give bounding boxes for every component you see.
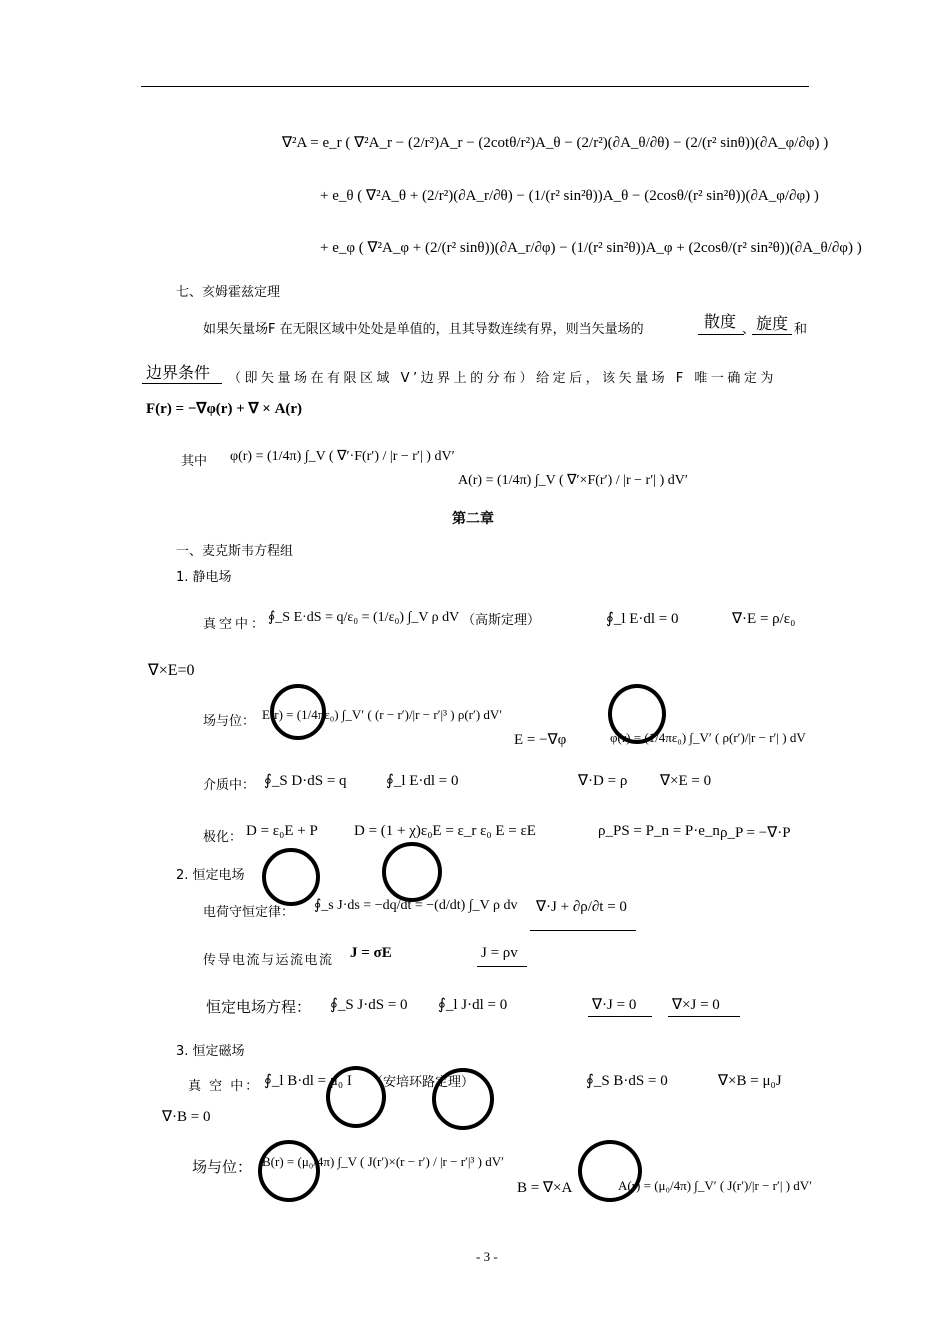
charge-conservation-label: 电荷守恒定律： xyxy=(203,905,295,920)
polarization-label: 极化： xyxy=(203,830,243,845)
laplacian-line-2: + e_θ ( ∇²A_θ + (2/r²)(∂A_r/∂θ) − (1/(r² sin²θ))A_θ − (2cosθ/(r² sin²θ))(∂A_φ/∂φ) ) xyxy=(320,188,819,204)
medium-label: 介质中： xyxy=(203,778,256,793)
div-formula: ∇·E = ρ/ε₀ xyxy=(732,611,796,627)
field-potential-label: 场与位： xyxy=(203,714,256,729)
b-curl-formula: ∇×B = μ₀J xyxy=(718,1073,782,1089)
polarization-formula-3: ρ_PS = P_n = P·e_n xyxy=(598,823,720,839)
laplacian-line-3: + e_φ ( ∇²A_φ + (2/(r² sinθ))(∂A_r/∂φ) − (1/(r² sin²θ))A_φ + (2cosθ/(r² sin²θ))(∂A_θ/∂φ) ) xyxy=(320,240,862,256)
steady-formula-3: ∇·J = 0 xyxy=(592,997,637,1013)
medium-loop-formula: ∮_l E·dl = 0 xyxy=(386,773,459,789)
divergence-underline xyxy=(698,334,744,335)
hand-circle-3 xyxy=(262,848,320,906)
where-label: 其中 xyxy=(181,454,208,469)
hand-circle-1 xyxy=(270,684,326,740)
hand-circle-5 xyxy=(326,1066,386,1128)
ampere-name: （安培环路定理） xyxy=(370,1075,475,1090)
mag-field-potential-label: 场与位： xyxy=(192,1158,253,1176)
mag-vacuum-label: 真 空 中： xyxy=(188,1079,261,1094)
medium-div-formula: ∇·D = ρ xyxy=(578,773,628,789)
medium-d-formula: ∮_S D·dS = q xyxy=(264,773,347,789)
subsection-electrostatic: 1. 静电场 xyxy=(176,570,232,585)
helmholtz-heading: 七、亥姆霍兹定理 xyxy=(176,285,281,300)
hand-circle-8 xyxy=(578,1140,642,1202)
steady-formula-4-underline xyxy=(668,1016,740,1017)
b-flux-formula: ∮_S B·dS = 0 xyxy=(586,1073,668,1089)
steady-formula-2: ∮_l J·dl = 0 xyxy=(438,997,508,1013)
biot-savart-formula: B(r) = (μ₀/4π) ∫_V ( J(r′)×(r − r′) / |r − r′|³ ) dV′ xyxy=(262,1154,504,1169)
steady-formula-1: ∮_S J·dS = 0 xyxy=(330,997,408,1013)
conduction-label: 传导电流与运流电流 xyxy=(203,953,334,968)
section-maxwell-heading: 一、麦克斯韦方程组 xyxy=(176,544,294,559)
helmholtz-formula: F(r) = −∇φ(r) + ∇ × A(r) xyxy=(146,401,303,417)
gauss-formula: ∮_S E·dS = q/ε₀ = (1/ε₀) ∫_V ρ dV xyxy=(268,610,460,625)
boundary-underline xyxy=(142,383,222,384)
hand-circle-2 xyxy=(608,684,666,744)
b-div-formula: ∇·B = 0 xyxy=(162,1109,211,1125)
helmholtz-paragraph-line-1: 如果矢量场F 在无限区域中处处是单值的，且其导数连续有界，则当矢量场的 xyxy=(203,322,644,337)
convection-underline xyxy=(477,966,527,967)
gauss-name: （高斯定理） xyxy=(462,613,541,628)
ampere-formula: ∮_l B·dl = μ₀ I xyxy=(264,1073,352,1089)
b-curl-a-formula: B = ∇×A xyxy=(517,1180,573,1196)
page-number: - 3 - xyxy=(476,1249,498,1264)
loop-formula: ∮_l E·dl = 0 xyxy=(606,611,679,627)
phi-formula: φ(r) = (1/4πε₀) ∫_V′ ( ρ(r′)/|r − r′| ) dV xyxy=(610,730,806,745)
subsection-steady-current: 2. 恒定电场 xyxy=(176,868,245,883)
continuity-formula: ∇·J + ∂ρ/∂t = 0 xyxy=(536,899,627,915)
laplacian-line-1: ∇²A = e_r ( ∇²A_r − (2/r²)A_r − (2cotθ/r²)A_θ − (2/r²)(∂A_θ/∂θ) − (2/(r² sinθ))(∂A_φ/∂φ) ) xyxy=(282,135,829,151)
helmholtz-a-formula: A(r) = (1/4π) ∫_V ( ∇′×F(r′) / |r − r′| ) dV′ xyxy=(458,473,688,488)
hand-divergence: 散度 xyxy=(704,312,737,331)
hand-circle-6 xyxy=(432,1068,494,1130)
charge-formula: ∮_s J·ds = −dq/dt = −(d/dt) ∫_V ρ dv xyxy=(314,898,518,913)
medium-curl-formula: ∇×E = 0 xyxy=(660,773,712,789)
conduction-formula: J = σE xyxy=(350,945,392,961)
steady-formula-3-underline xyxy=(588,1016,652,1017)
polarization-formula-2: D = (1 + χ)ε₀E = ε_r ε₀ E = εE xyxy=(354,823,536,839)
hand-circle-7 xyxy=(258,1140,320,1202)
helmholtz-paragraph-line-2: （即矢量场在有限区域 V’边界上的分布）给定后，该矢量场 F 唯一确定为 xyxy=(228,371,777,386)
continuity-underline xyxy=(530,930,636,931)
polarization-formula-4: ρ_P = −∇·P xyxy=(720,825,791,841)
vacuum-label: 真空中： xyxy=(203,617,268,632)
subsection-steady-magnetic: 3. 恒定磁场 xyxy=(176,1044,245,1059)
hand-boundary-conditions: 边界条件 xyxy=(146,363,211,382)
convection-formula: J = ρv xyxy=(481,945,518,961)
e-field-formula: E(r) = (1/4πε₀) ∫_V′ ( (r − r′)/|r − r′|³ ) ρ(r′) dV′ xyxy=(262,707,503,722)
steady-eq-label: 恒定电场方程： xyxy=(206,998,312,1016)
e-grad-formula: E = −∇φ xyxy=(514,732,567,748)
and-word: 和 xyxy=(794,322,808,337)
curl-formula: ∇×E=0 xyxy=(148,662,195,679)
helmholtz-phi-formula: φ(r) = (1/4π) ∫_V ( ∇′·F(r′) / |r − r′| ) dV′ xyxy=(230,449,455,464)
header-rule xyxy=(141,86,809,87)
polarization-formula-1: D = ε₀E + P xyxy=(246,823,318,839)
separator: 、 xyxy=(742,322,756,337)
curl-underline xyxy=(752,334,792,335)
chapter-title: 第二章 xyxy=(452,511,494,527)
a-formula: A(r) = (μ₀/4π) ∫_V′ ( J(r′)/|r − r′| ) dV′ xyxy=(618,1178,813,1193)
steady-formula-4: ∇×J = 0 xyxy=(672,997,720,1013)
hand-curl: 旋度 xyxy=(756,314,789,333)
hand-circle-4 xyxy=(382,842,442,902)
